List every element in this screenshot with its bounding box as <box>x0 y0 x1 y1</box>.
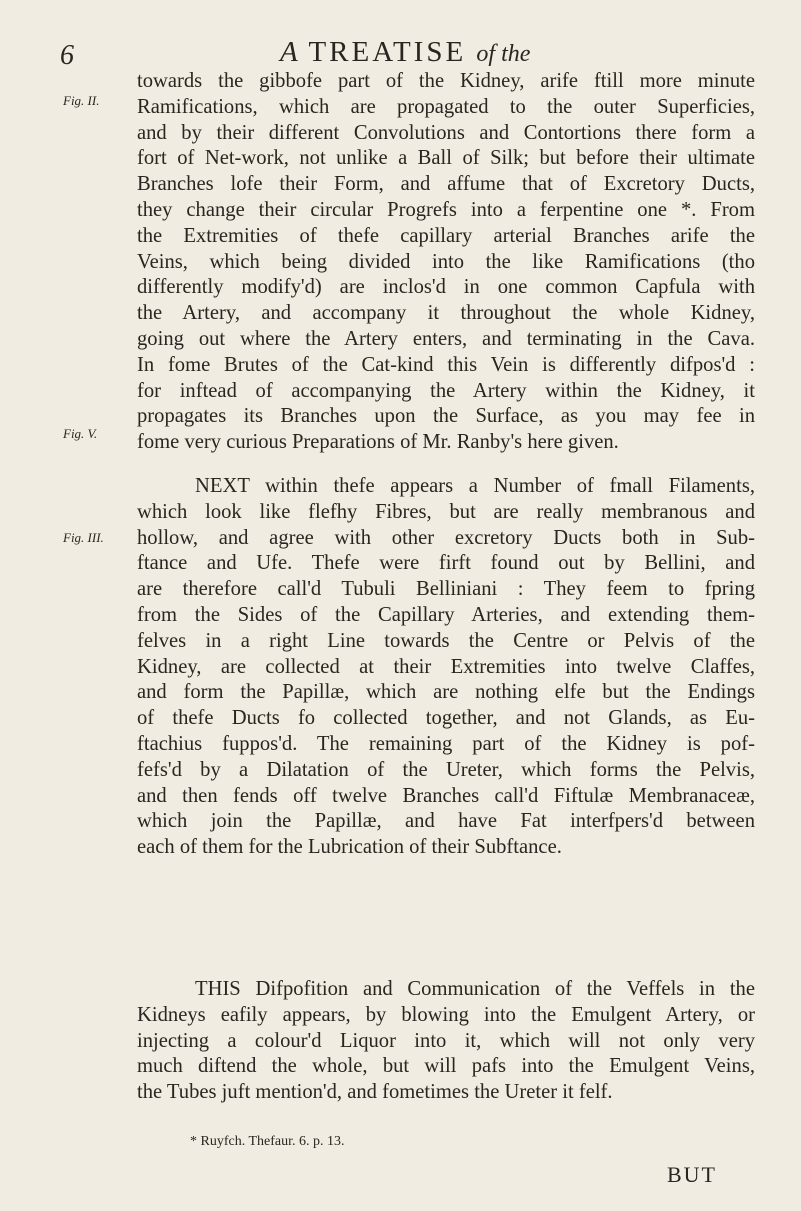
footnote: * Ruyfch. Thefaur. 6. p. 13. <box>190 1134 345 1149</box>
margin-note-fig-2: Fig. II. <box>63 93 100 108</box>
text-line: they change their circular Progrefs into a ferpentine one *. From <box>137 198 755 221</box>
text-line: towards the gibbofe part of the Kidney, arife ftill more minute <box>137 70 755 92</box>
text-line: hollow, and agree with other excretory Ducts both in Sub- <box>137 526 755 549</box>
margin-note-fig-3: Fig. III. <box>63 530 104 545</box>
text-line: which join the Papillæ, and have Fat interfpers'd between <box>137 810 755 833</box>
text-line: the Artery, and accompany it throughout the whole Kidney, <box>137 302 755 325</box>
text-line: propagates its Branches upon the Surface, as you may fee in <box>137 405 755 428</box>
text-line: felves in a right Line towards the Centre or Pelvis of the <box>137 629 755 652</box>
text-line: are therefore call'd Tubuli Belliniani : They feem to fpring <box>137 578 755 601</box>
text-line: from the Sides of the Capillary Arteries, and extending them- <box>137 603 755 626</box>
text-line: each of them for the Lubrication of their Subftance. <box>137 836 562 859</box>
text-line: Kidneys eafily appears, by blowing into the Emulgent Artery, or <box>137 1003 755 1026</box>
paragraph-3 <box>137 977 755 1106</box>
page-number: 6 <box>60 40 74 71</box>
text-line: and then fends off twelve Branches call'd Fiftulæ Membranaceæ, <box>137 784 755 807</box>
text-line: and by their different Convolutions and Contortions there form a <box>137 121 755 144</box>
margin-note-fig-5: Fig. V. <box>63 426 98 441</box>
text-line: Branches lofe their Form, and affume that of Excretory Ducts, <box>137 173 755 196</box>
text-line: going out where the Artery enters, and terminating in the Cava. <box>137 327 755 350</box>
text-line: of thefe Ducts fo collected together, and not Glands, as Eu- <box>137 707 755 730</box>
paragraph-2 <box>137 474 755 861</box>
running-head-article: A <box>280 36 299 68</box>
text-line: Veins, which being divided into the like Ramifications (tho <box>137 250 755 273</box>
text-line: injecting a colour'd Liquor into it, which will not only very <box>137 1029 755 1052</box>
text-line: and form the Papillæ, which are nothing elfe but the Endings <box>137 681 755 704</box>
text-line: fefs'd by a Dilatation of the Ureter, which forms the Pelvis, <box>137 758 755 781</box>
running-head <box>280 36 530 69</box>
text-line: NEXT within thefe appears a Number of fmall Filaments, <box>195 475 755 497</box>
text-line: the Tubes juft mention'd, and fometimes the Ureter it felf. <box>137 1081 613 1104</box>
running-head-title: TREATISE <box>308 36 467 68</box>
text-line: for inftead of accompanying the Artery within the Kidney, it <box>137 379 755 402</box>
text-line: THIS Difpofition and Communication of the Veffels in the <box>195 978 755 1000</box>
text-line: fort of Net-work, not unlike a Ball of Silk; but before their ultimate <box>137 147 755 170</box>
text-line: the Extremities of thefe capillary arterial Branches arife the <box>137 224 755 247</box>
text-line: fome very curious Preparations of Mr. Ranby's here given. <box>137 431 619 454</box>
text-line: ftance and Ufe. Thefe were firft found out by Bellini, and <box>137 552 755 575</box>
text-line: much diftend the whole, but will pafs into the Emulgent Veins, <box>137 1055 755 1078</box>
running-head-suffix: of the <box>476 41 531 67</box>
text-line: Ramifications, which are propagated to the outer Superficies, <box>137 95 755 118</box>
text-line: In fome Brutes of the Cat-kind this Vein is differently difpos'd : <box>137 353 755 376</box>
text-line: ftachius fuppos'd. The remaining part of the Kidney is pof- <box>137 732 755 755</box>
text-line: Kidney, are collected at their Extremities into twelve Claffes, <box>137 655 755 678</box>
catchword: BUT <box>667 1162 717 1187</box>
text-line: which look like flefhy Fibres, but are really membranous and <box>137 500 755 523</box>
paragraph-1 <box>137 69 755 456</box>
text-line: differently modify'd) are inclos'd in one common Capfula with <box>137 276 755 299</box>
